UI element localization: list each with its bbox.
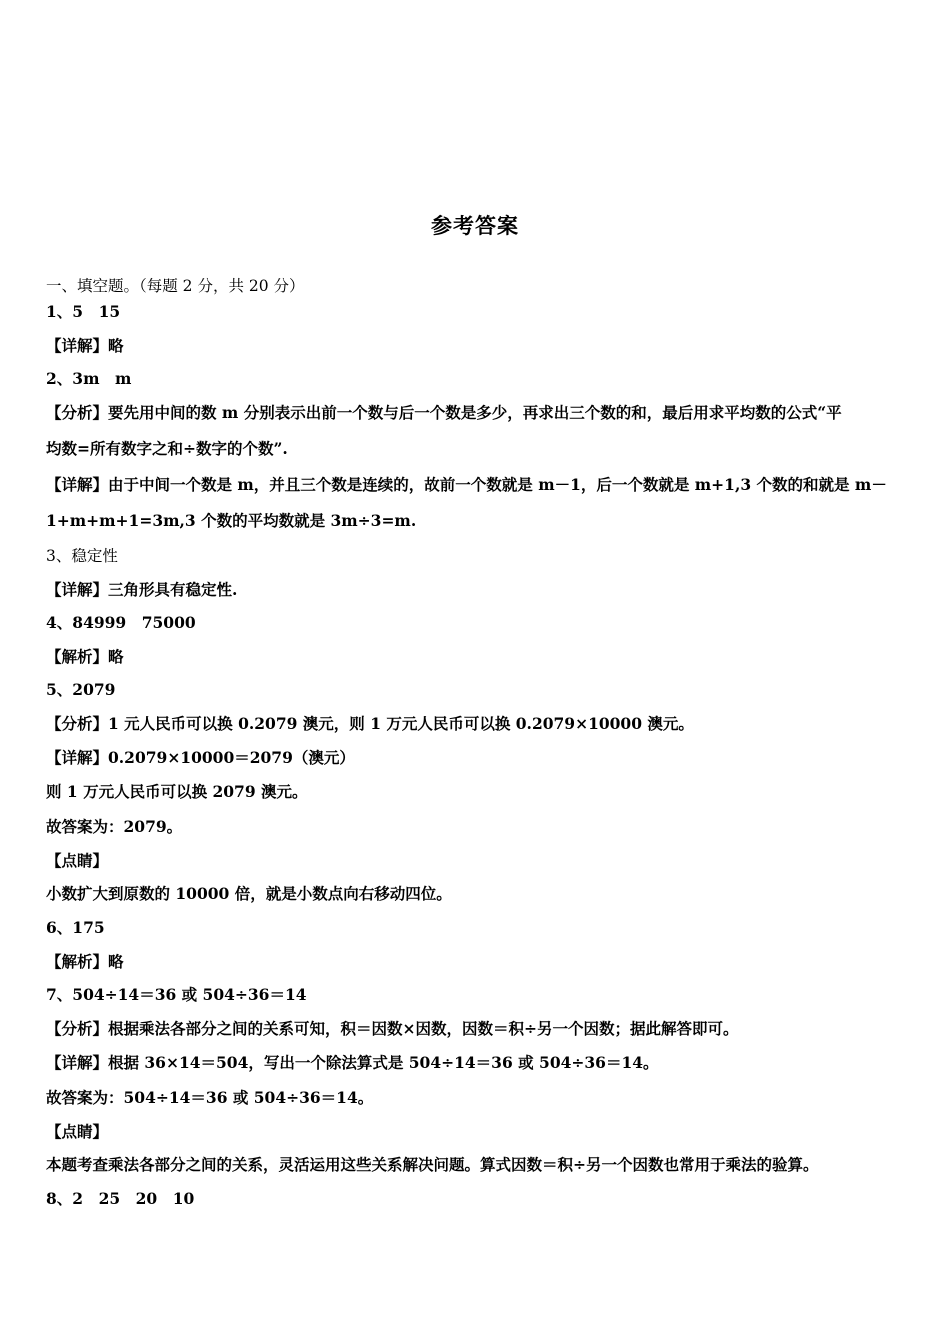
answer-line: 【解析】略 [46,952,124,971]
answer-line: 均数=所有数字之和÷数字的个数”. [46,439,288,458]
answer-line: 6、175 [46,918,105,937]
answer-line: 【详解】三角形具有稳定性. [46,580,238,599]
answer-line: 【分析】要先用中间的数 m 分别表示出前一个数与后一个数是多少，再求出三个数的和，最后用求平均数的公式“平 [46,403,842,422]
answer-line: 【解析】略 [46,647,124,666]
answer-line: 【详解】略 [46,336,124,355]
answer-line: 本题考查乘法各部分之间的关系，灵活运用这些关系解决问题。算式因数＝积÷另一个因数也常用于乘法的验算。 [46,1155,819,1174]
answer-line: 7、504÷14＝36 或 504÷36＝14 [46,985,307,1004]
answer-line: 1、5 15 [46,302,121,321]
answer-line: 【分析】1 元人民币可以换 0.2079 澳元，则 1 万元人民币可以换 0.2079×10000 澳元。 [46,714,694,733]
answer-line: 【点睛】 [46,851,109,870]
answer-line: 则 1 万元人民币可以换 2079 澳元。 [46,782,308,801]
answer-line: 5、2079 [46,680,116,699]
answer-line: 【分析】根据乘法各部分之间的关系可知，积＝因数×因数，因数＝积÷另一个因数；据此解答即可。 [46,1019,739,1038]
answer-line: 【详解】根据 36×14＝504，写出一个除法算式是 504÷14＝36 或 504÷36＝14。 [46,1053,659,1072]
section-heading: 一、填空题。（每题 2 分，共 20 分） [46,277,305,295]
answer-line: 4、84999 75000 [46,613,196,632]
answer-line: 【点睛】 [46,1122,109,1141]
answer-line: 8、2 25 20 10 [46,1189,195,1208]
answer-line: 1+m+m+1=3m,3 个数的平均数就是 3m÷3=m. [46,511,417,530]
page-title: 参考答案 [431,213,519,238]
answer-line: 故答案为：504÷14＝36 或 504÷36＝14。 [46,1088,374,1107]
answer-line: 3、稳定性 [46,547,118,565]
answer-line: 小数扩大到原数的 10000 倍，就是小数点向右移动四位。 [46,884,452,903]
answer-line: 【详解】0.2079×10000＝2079（澳元） [46,748,355,767]
answer-line: 2、3m m [46,369,132,388]
answer-line: 故答案为：2079。 [46,817,183,836]
answer-line: 【详解】由于中间一个数是 m，并且三个数是连续的，故前一个数就是 m－1，后一个数就是 m+1,3 个数的和就是 m－ [46,475,887,494]
